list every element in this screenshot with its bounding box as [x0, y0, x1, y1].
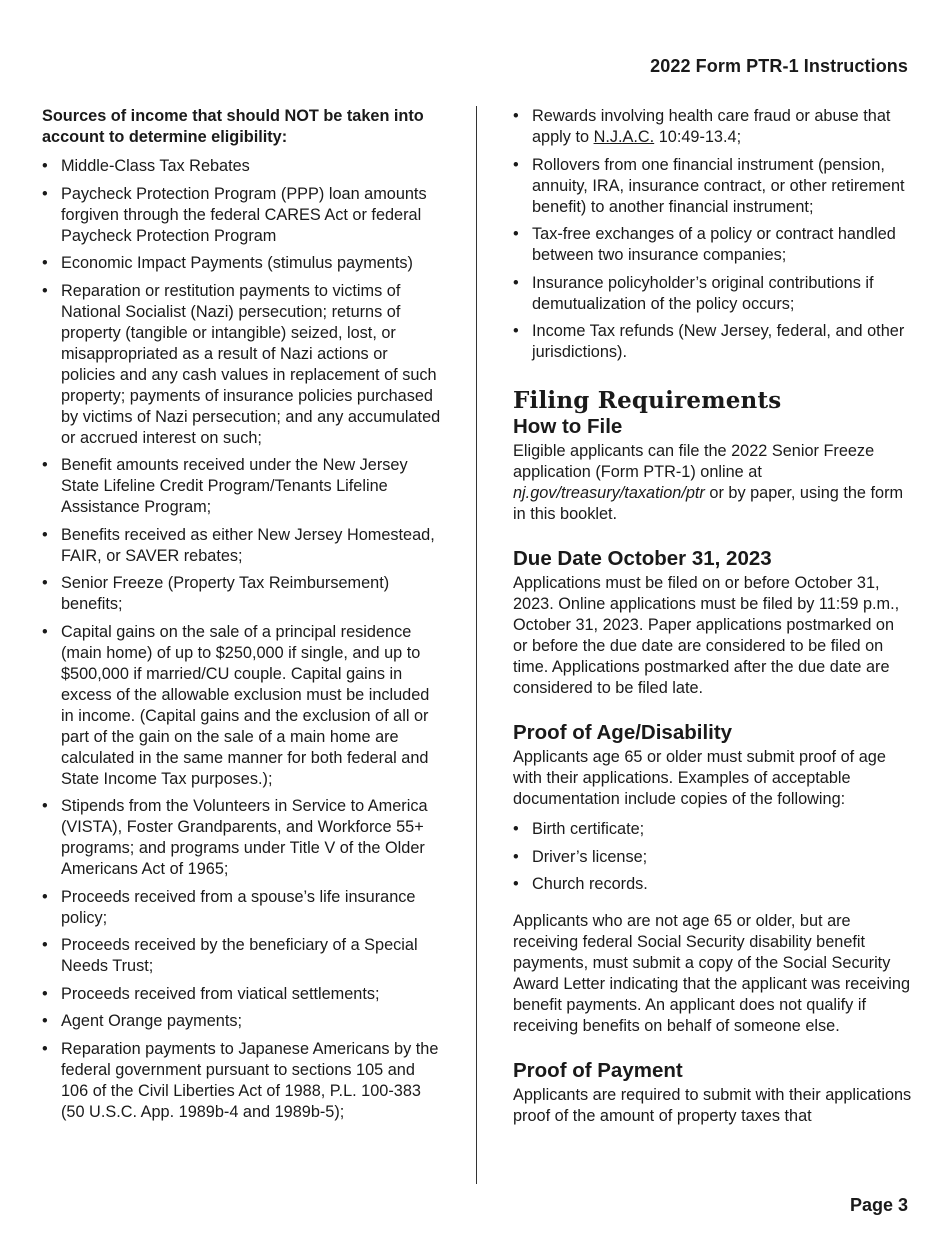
item-text: 10:49-13.4;	[654, 128, 742, 146]
list-item: • Proceeds received from a spouse’s life insurance policy;	[42, 887, 442, 929]
list-item: • Income Tax refunds (New Jersey, federal, and other jurisdictions).	[513, 321, 913, 363]
list-item: • Stipends from the Volunteers in Service to America (VISTA), Foster Grandparents, and Workforce 55+ programs; and programs under Title V of the Older Americans Act of 1965;	[42, 796, 442, 880]
list-item: • Agent Orange payments;	[42, 1011, 442, 1032]
list-item: • Reparation payments to Japanese Americans by the federal government pursuant to sections 105 and 106 of the Civil Liberties Act of 1988, P.L. 100-383 (50 U.S.C. App. 1989b-4 and 1989b-5);	[42, 1039, 442, 1123]
left-column	[42, 106, 442, 1129]
list-item	[513, 106, 913, 148]
due-date-text: Applications must be filed on or before October 31, 2023. Online applications must be filed by 11:59 p.m., October 31, 2023. Paper applications postmarked on or before the due date are considered to be filed on time. Applications postmarked after the due date are considered to be filed late.	[513, 574, 900, 697]
list-item: • Benefits received as either New Jersey Homestead, FAIR, or SAVER rebates;	[42, 525, 442, 567]
list-item: • Benefit amounts received under the New Jersey State Lifeline Credit Program/Tenants Lifeline Assistance Program;	[42, 455, 442, 518]
list-item: • Reparation or restitution payments to victims of National Socialist (Nazi) persecution; returns of property (tangible or intangible) seized, lost, or misappropriated as a result of Nazi actions or policies and any cash values in replacement of such property; payments of insurance policies purchased by victims of Nazi persecution; and any accumulated or accrued interest on such;	[42, 281, 442, 449]
page-header-title: 2022 Form PTR-1 Instructions	[650, 56, 908, 76]
how-to-file-text: Eligible applicants can file the 2022 Senior Freeze application (Form PTR-1) online at nj.gov/treasury/taxation/ptr or by paper, using the form in this booklet.	[513, 442, 904, 523]
list-item: • Proceeds received by the beneficiary of a Special Needs Trust;	[42, 935, 442, 977]
proof-of-age-text: Applicants age 65 or older must submit proof of age with their applications. Examples of acceptable documentation include copies of the following:	[513, 748, 886, 808]
ptr-website-link[interactable]: nj.gov/treasury/taxation/ptr	[513, 484, 705, 502]
proof-of-payment-title: Proof of Payment	[513, 1058, 683, 1082]
proof-of-age-title: Proof of Age/Disability	[513, 721, 733, 744]
age-documents-list	[513, 819, 913, 895]
filing-requirements-title: Filing Requirements	[513, 387, 782, 414]
njac-link[interactable]: N.J.A.C.	[593, 128, 655, 146]
list-item: • Tax-free exchanges of a policy or contract handled between two insurance companies;	[513, 224, 913, 266]
list-item: • Proceeds received from viatical settlements;	[42, 984, 442, 1005]
page-number: Page 3	[849, 1195, 908, 1215]
how-to-file-title: How to File	[513, 415, 623, 438]
excluded-income-heading: Sources of income that should NOT be taken into account to determine eligibility:	[42, 107, 424, 146]
excluded-income-list	[42, 156, 442, 1123]
list-item: • Insurance policyholder’s original contributions if demutualization of the policy occurs;	[513, 273, 913, 315]
list-item: • Driver’s license;	[513, 847, 913, 868]
list-item: • Rollovers from one financial instrument (pension, annuity, IRA, insurance contract, or other retirement benefit) to another financial instrument;	[513, 155, 913, 218]
list-item: • Paycheck Protection Program (PPP) loan amounts forgiven through the federal CARES Act or federal Paycheck Protection Program	[42, 184, 442, 247]
disability-text: Applicants who are not age 65 or older, but are receiving federal Social Security disability benefit payments, must submit a copy of the Social Security Award Letter indicating that the applicant was receiving benefit payments. An applicant does not qualify if receiving benefits on behalf of someone else.	[513, 911, 911, 1035]
list-item: • Church records.	[513, 874, 913, 895]
list-item: • Economic Impact Payments (stimulus payments)	[42, 253, 442, 274]
column-divider	[476, 106, 477, 1184]
proof-of-payment-text: Applicants are required to submit with their applications proof of the amount of property taxes that	[513, 1085, 912, 1125]
list-item: • Birth certificate;	[513, 819, 913, 840]
list-item: • Senior Freeze (Property Tax Reimbursement) benefits;	[42, 573, 442, 615]
due-date-title: Due Date October 31, 2023	[513, 547, 772, 570]
list-item: • Capital gains on the sale of a principal residence (main home) of up to $250,000 if single, and up to $500,000 if married/CU couple. Capital gains in excess of the allowable exclusion must be included in income. (Capital gains and the exclusion of all or part of the gain on the sale of a main home are calculated in the same manner for both federal and State Income Tax purposes.);	[42, 622, 442, 790]
excluded-income-list-continued	[513, 106, 913, 363]
right-column	[513, 106, 913, 1127]
item-text: Rewards involving health care fraud or abuse that apply to	[532, 107, 891, 146]
list-item: • Middle-Class Tax Rebates	[42, 156, 442, 177]
